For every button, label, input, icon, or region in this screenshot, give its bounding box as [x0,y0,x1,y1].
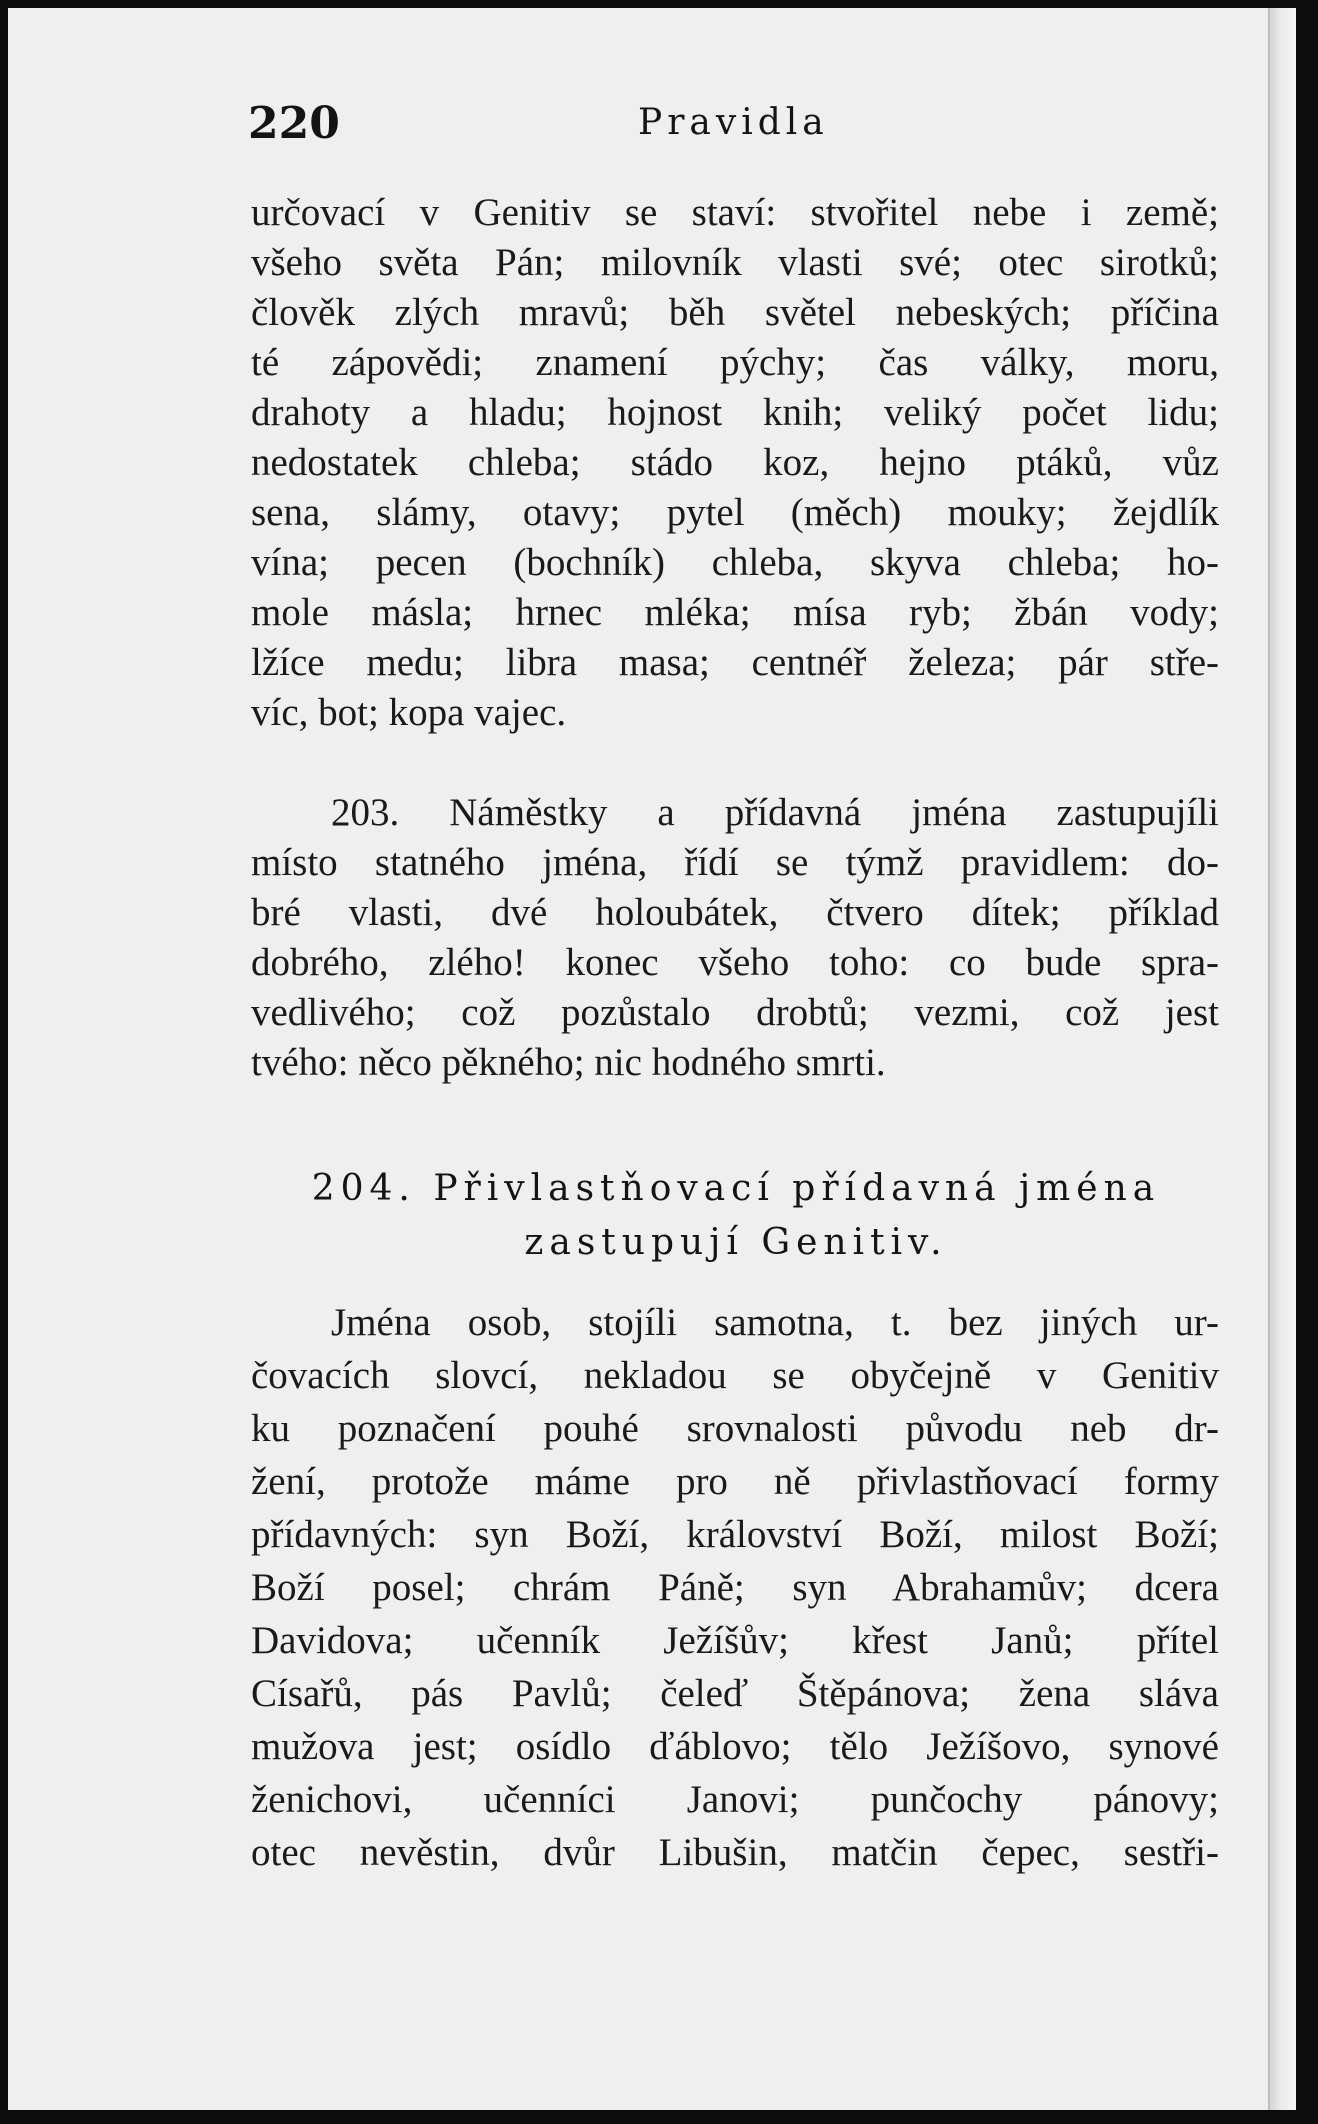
running-head: Pravidla [638,102,829,143]
text-line: místo statného jména, řídí se týmž pravidlem: do- [251,841,1219,884]
text-line: otec nevěstin, dvůr Libušin, matčin čepec, sestři- [251,1831,1219,1874]
page-number: 220 [248,98,340,149]
text-line: mole másla; hrnec mléka; mísa ryb; žbán vody; [251,591,1219,634]
text-line: vína; pecen (bochník) chleba, skyva chleba; ho- [251,541,1219,584]
book-page [8,8,1296,2110]
text-line: nedostatek chleba; stádo koz, hejno ptáků, vůz [251,441,1219,484]
text-line: tvého: něco pěkného; nic hodného smrti. [251,1041,886,1084]
text-line: mužova jest; osídlo ďáblovo; tělo Ježíšovo, synové [251,1725,1219,1768]
text-line: ku poznačení pouhé srovnalosti původu neb dr- [251,1407,1219,1450]
paragraph-first-line: 203. Náměstky a přídavná jména zastupujíli [331,791,1219,834]
text-line: žení, protože máme pro ně přivlastňovací formy [251,1460,1219,1503]
text-line: sena, slámy, otavy; pytel (měch) mouky; žejdlík [251,491,1219,534]
text-line: té zápovědi; znamení pýchy; čas války, moru, [251,341,1219,384]
text-line: víc, bot; kopa vajec. [251,691,567,734]
text-line: dobrého, zlého! konec všeho toho: co bude spra- [251,941,1219,984]
text-line: bré vlasti, dvé holoubátek, čtvero dítek; příklad [251,891,1219,934]
text-line: ženichovi, učenníci Janovi; punčochy pánovy; [251,1778,1219,1821]
text-line: čovacích slovcí, nekladou se obyčejně v Genitiv [251,1354,1219,1397]
text-line: vedlivého; což pozůstalo drobtů; vezmi, což jest [251,991,1219,1034]
text-line: určovací v Genitiv se staví: stvořitel nebe i země; [251,191,1219,234]
text-line: Davidova; učenník Ježíšův; křest Janů; přítel [251,1619,1219,1662]
section-heading-continued: zastupují Genitiv. [524,1222,948,1263]
paragraph-first-line: Jména osob, stojíli samotna, t. bez jiných ur- [331,1301,1219,1344]
section-heading: 204. Přivlastňovací přídavná jména [311,1168,1161,1209]
page-header [248,98,1248,158]
page-edge [1268,8,1296,2110]
text-line: všeho světa Pán; milovník vlasti své; otec sirotků; [251,241,1219,284]
text-line: Císařů, pás Pavlů; čeleď Štěpánova; žena sláva [251,1672,1219,1715]
text-line: lžíce medu; libra masa; centnéř železa; pár stře- [251,641,1219,684]
text-line: Boží posel; chrám Páně; syn Abrahamův; dcera [251,1566,1219,1609]
text-line: přídavných: syn Boží, království Boží, milost Boží; [251,1513,1219,1556]
text-line: drahoty a hladu; hojnost knih; veliký počet lidu; [251,391,1219,434]
text-line: člověk zlých mravů; běh světel nebeských; příčina [251,291,1219,334]
